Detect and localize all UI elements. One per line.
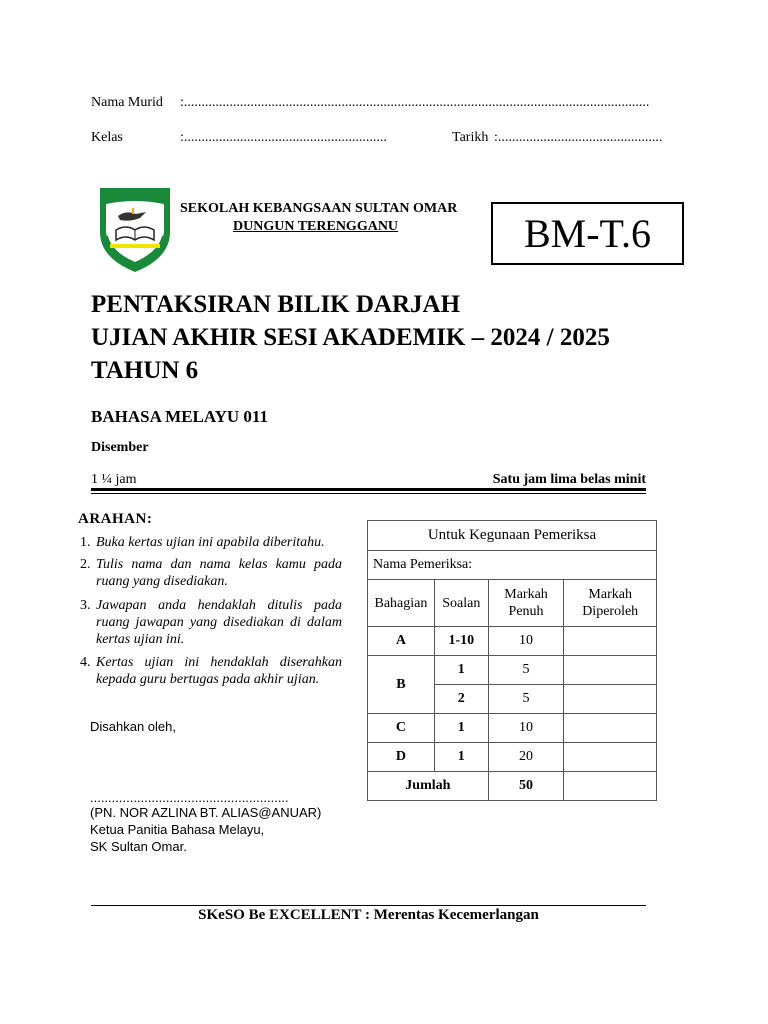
question-cell: 1-10 bbox=[434, 627, 488, 656]
question-cell: 2 bbox=[434, 685, 488, 714]
section-cell: A bbox=[368, 627, 435, 656]
approver-organization: SK Sultan Omar. bbox=[90, 839, 187, 854]
total-marks-obtained-cell[interactable] bbox=[564, 772, 657, 801]
subject-title: BAHASA MELAYU 011 bbox=[91, 407, 268, 426]
duration-long: Satu jam lima belas minit bbox=[492, 472, 646, 487]
instruction-item bbox=[80, 597, 342, 648]
full-marks-cell: 5 bbox=[488, 685, 564, 714]
instruction-item bbox=[80, 556, 342, 590]
instruction-item bbox=[80, 654, 342, 688]
marks-obtained-cell[interactable] bbox=[564, 714, 657, 743]
question-cell: 1 bbox=[434, 656, 488, 685]
table-row bbox=[368, 627, 657, 656]
date-label: Tarikh bbox=[452, 130, 489, 145]
instruction-number: 3. bbox=[80, 598, 91, 613]
school-location: DUNGUN TERENGGANU bbox=[233, 219, 399, 234]
paper-code: BM-T.6 bbox=[523, 211, 652, 256]
exam-title-1: PENTAKSIRAN BILIK DARJAH bbox=[91, 291, 461, 318]
column-header-section: Bahagian bbox=[368, 580, 435, 627]
signature-line: ....................................................... bbox=[90, 790, 289, 805]
table-row bbox=[368, 714, 657, 743]
table-row bbox=[368, 743, 657, 772]
footer-motto: SKeSO Be EXCELLENT : Merentas Kecemerlangan bbox=[198, 907, 539, 923]
column-header-full-marks: Markah Penuh bbox=[488, 580, 564, 627]
examiner-name-cell[interactable]: Nama Pemeriksa: bbox=[368, 551, 657, 580]
school-name: SEKOLAH KEBANGSAAN SULTAN OMAR bbox=[180, 201, 458, 216]
instruction-number: 2. bbox=[80, 557, 91, 572]
student-name-label: Nama Murid bbox=[91, 95, 163, 110]
marks-obtained-cell[interactable] bbox=[564, 656, 657, 685]
duration-short: 1 ¼ jam bbox=[91, 472, 137, 487]
full-marks-cell: 5 bbox=[488, 656, 564, 685]
section-cell: B bbox=[368, 656, 435, 714]
question-cell: 1 bbox=[434, 714, 488, 743]
column-header-marks-obtained: Markah Diperoleh bbox=[564, 580, 657, 627]
section-cell: D bbox=[368, 743, 435, 772]
instructions-title: ARAHAN: bbox=[78, 511, 153, 527]
instruction-number: 4. bbox=[80, 655, 91, 670]
approved-by-label: Disahkan oleh, bbox=[90, 719, 176, 734]
examiner-table-title: Untuk Kegunaan Pemeriksa bbox=[368, 521, 657, 551]
divider-thick bbox=[91, 488, 646, 491]
marks-obtained-cell[interactable] bbox=[564, 627, 657, 656]
question-cell: 1 bbox=[434, 743, 488, 772]
section-cell: C bbox=[368, 714, 435, 743]
instruction-text: Kertas ujian ini hendaklah diserahkan kepada guru bertugas pada akhir ujian. bbox=[96, 655, 342, 687]
instruction-number: 1. bbox=[80, 535, 91, 550]
instruction-item bbox=[80, 534, 342, 551]
class-field[interactable]: :.......................................................... bbox=[180, 130, 387, 145]
class-label: Kelas bbox=[91, 130, 123, 145]
exam-title-2: UJIAN AKHIR SESI AKADEMIK – 2024 / 2025 bbox=[91, 324, 610, 351]
table-row-total bbox=[368, 772, 657, 801]
column-header-question: Soalan bbox=[434, 580, 488, 627]
instruction-text: Tulis nama dan nama kelas kamu pada ruang yang disediakan. bbox=[96, 557, 342, 589]
instruction-text: Jawapan anda hendaklah ditulis pada ruang jawapan yang disediakan di dalam kertas ujian ini. bbox=[96, 598, 342, 647]
approver-name: (PN. NOR AZLINA BT. ALIAS@ANUAR) bbox=[90, 805, 322, 820]
school-crest-logo bbox=[96, 182, 174, 274]
total-label: Jumlah bbox=[368, 772, 489, 801]
exam-month: Disember bbox=[91, 440, 149, 455]
paper-code-box bbox=[491, 202, 684, 265]
divider-thin bbox=[91, 493, 646, 494]
full-marks-cell: 10 bbox=[488, 627, 564, 656]
approver-role: Ketua Panitia Bahasa Melayu, bbox=[90, 822, 265, 837]
marks-obtained-cell[interactable] bbox=[564, 685, 657, 714]
full-marks-cell: 20 bbox=[488, 743, 564, 772]
total-full-marks: 50 bbox=[488, 772, 564, 801]
instruction-text: Buka kertas ujian ini apabila diberitahu. bbox=[96, 535, 325, 550]
table-row bbox=[368, 656, 657, 685]
exam-title-3: TAHUN 6 bbox=[91, 357, 199, 384]
full-marks-cell: 10 bbox=[488, 714, 564, 743]
footer-divider bbox=[91, 905, 646, 906]
date-field[interactable]: :............................................... bbox=[494, 130, 663, 145]
marks-obtained-cell[interactable] bbox=[564, 743, 657, 772]
student-name-field[interactable]: :..................................................................................................................................... bbox=[180, 95, 650, 110]
examiner-table bbox=[367, 520, 657, 801]
